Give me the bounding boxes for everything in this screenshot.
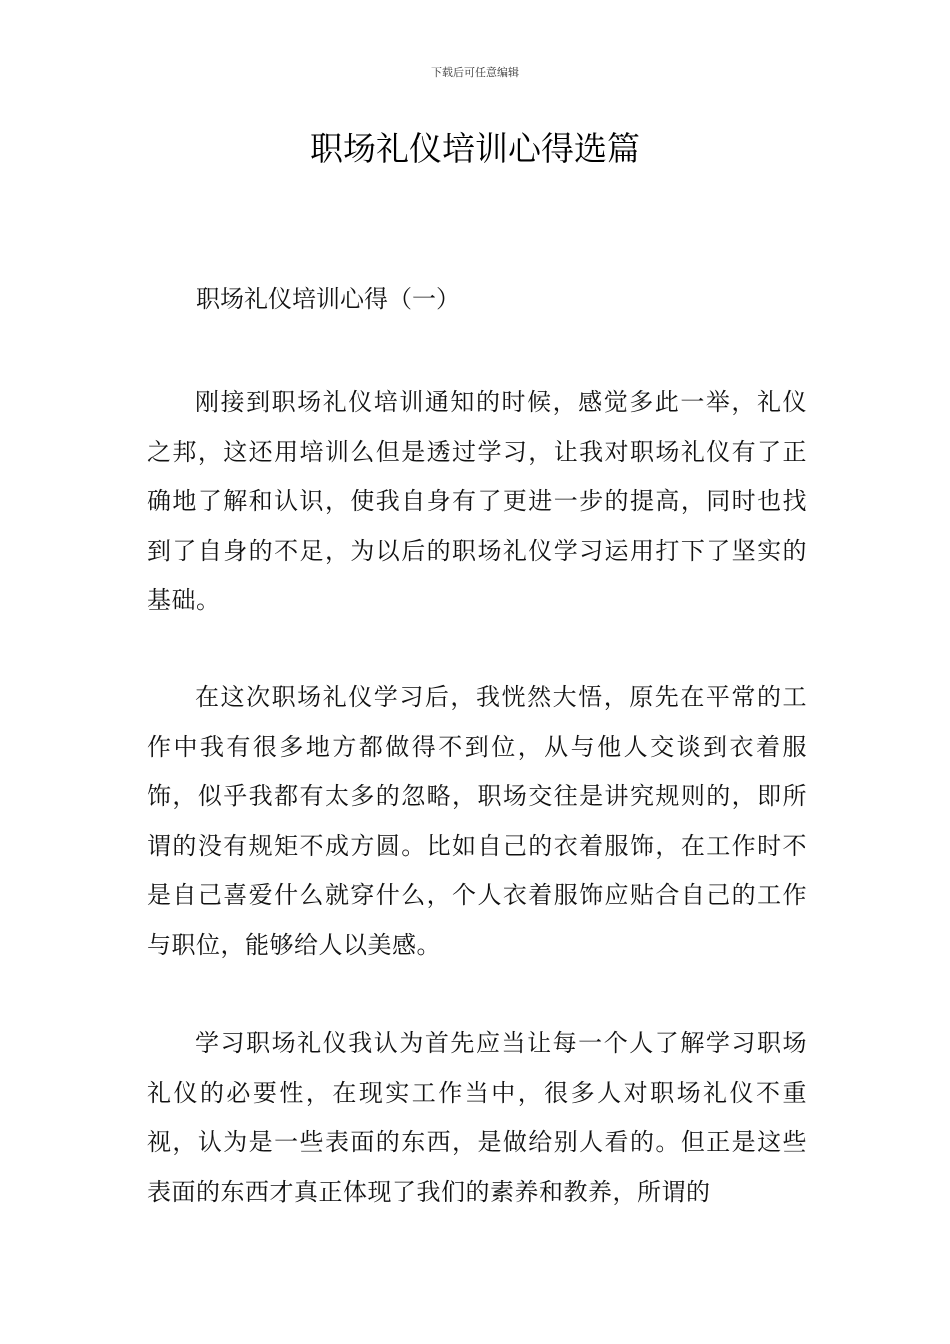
page-header-note: 下载后可任意编辑 bbox=[431, 66, 519, 79]
paragraph-1: 刚接到职场礼仪培训通知的时候，感觉多此一举，礼仪之邦，这还用培训么但是透过学习，让我对职场礼仪有了正确地了解和认识，使我自身有了更进一步的提高，同时也找到了自身的不足，为以后的职场礼仪学习运用打下了坚实的基础。 bbox=[147, 388, 807, 614]
paragraph-3: 学习职场礼仪我认为首先应当让每一个人了解学习职场礼仪的必要性，在现实工作当中，很多人对职场礼仪不重视，认为是一些表面的东西，是做给别人看的。但正是这些表面的东西才真正体现了我们的素养和教养，所谓的 bbox=[147, 1029, 807, 1206]
document-title: 职场礼仪培训心得选篇 bbox=[310, 129, 640, 168]
paragraph-2: 在这次职场礼仪学习后，我恍然大悟，原先在平常的工作中我有很多地方都做得不到位，从与他人交谈到衣着服饰，似乎我都有太多的忽略，职场交往是讲究规则的，即所谓的没有规矩不成方圆。比如自己的衣着服饰，在工作时不是自己喜爱什么就穿什么，个人衣着服饰应贴合自己的工作与职位，能够给人以美感。 bbox=[147, 683, 807, 959]
section-heading: 职场礼仪培训心得（一） bbox=[196, 285, 460, 313]
